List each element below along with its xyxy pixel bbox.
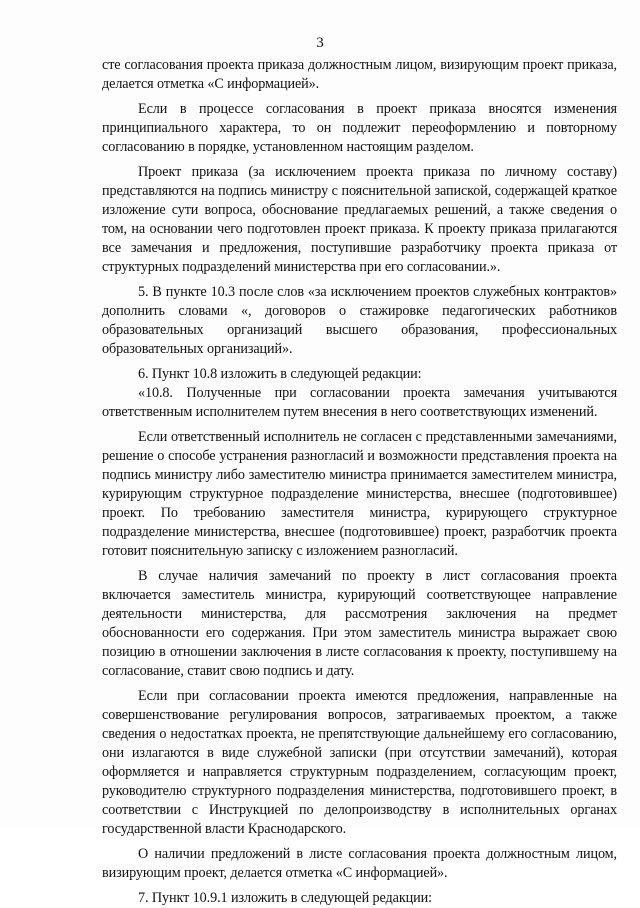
paragraph-6: «10.8. Полученные при согласовании проекта замечания учитываются ответственным исполнителем путем внесения в него соответствующих изменений. bbox=[102, 385, 617, 420]
paragraph-2: Если в процессе согласования в проект приказа вносятся изменения принципиального характера, то он подлежит переоформлению и повторному согласованию в порядке, установленном настоящим разделом. bbox=[102, 101, 617, 155]
page-number: 3 bbox=[316, 35, 324, 51]
document-body bbox=[102, 56, 617, 908]
paragraph-10: О наличии предложений в листе согласования проекта должностным лицом, визирующим проект, делается отметка «С информацией». bbox=[102, 846, 617, 881]
paragraph-4: 5. В пункте 10.3 после слов «за исключением проектов служебных контрактов» дополнить словами «, договоров о стажировке педагогических работников образовательных организаций высшего образования, профессиональных образовательных организаций». bbox=[102, 284, 617, 357]
paragraph-1: сте согласования проекта приказа должностным лицом, визирующим проект приказа, делается отметка «С информацией». bbox=[102, 57, 617, 92]
paragraph-8: В случае наличия замечаний по проекту в лист согласования проекта включается заместитель министра, курирующий соответствующее направление деятельности министерства, для рассмотрения заключения на предмет обоснованности его содержания. При этом заместитель министра выражает свою позицию в отношении заключения в листе согласования к проекту, поступившему на согласование, ставит свою подпись и дату. bbox=[102, 568, 617, 679]
paragraph-5: 6. Пункт 10.8 изложить в следующей редакции: bbox=[138, 366, 422, 382]
paragraph-3: Проект приказа (за исключением проекта приказа по личному составу) представляются на подпись министру с пояснительной запиской, содержащей краткое изложение сути вопроса, обоснование предлагаемых решений, а также сведения о том, на основании чего подготовлен проект приказа. К проекту приказа прилагаются все замечания и предложения, поступившие разработчику проекта приказа от структурных подразделений министерства при его согласовании.». bbox=[102, 164, 617, 275]
paragraph-11: 7. Пункт 10.9.1 изложить в следующей редакции: bbox=[138, 890, 432, 906]
paragraph-9: Если при согласовании проекта имеются предложения, направленные на совершенствование регулирования вопросов, затрагиваемых проектом, а также сведения о недостатках проекта, не препятствующие дальнейшему его согласованию, они излагаются в виде служебной записки (при отсутствии замечаний), которая оформляется и направляется структурным подразделением, согласующим проект, руководителю структурного подразделения министерства, подготовившего проект, в соответствии с Инструкцией по делопроизводству в исполнительных органах государственной власти Краснодарского. bbox=[102, 688, 617, 837]
paragraph-7: Если ответственный исполнитель не согласен с представленными замечаниями, решение о способе устранения разногласий и возможности представления проекта на подпись министру либо заместителю министра принимается заместителем министра, курирующим структурное подразделение министерства, внесшее (подготовившее) проект. По требованию заместителя министра, курирующего структурное подразделение министерства, внесшее (подготовившее) проект, разработчик проекта готовит пояснительную записку с изложением разногласий. bbox=[102, 429, 617, 559]
